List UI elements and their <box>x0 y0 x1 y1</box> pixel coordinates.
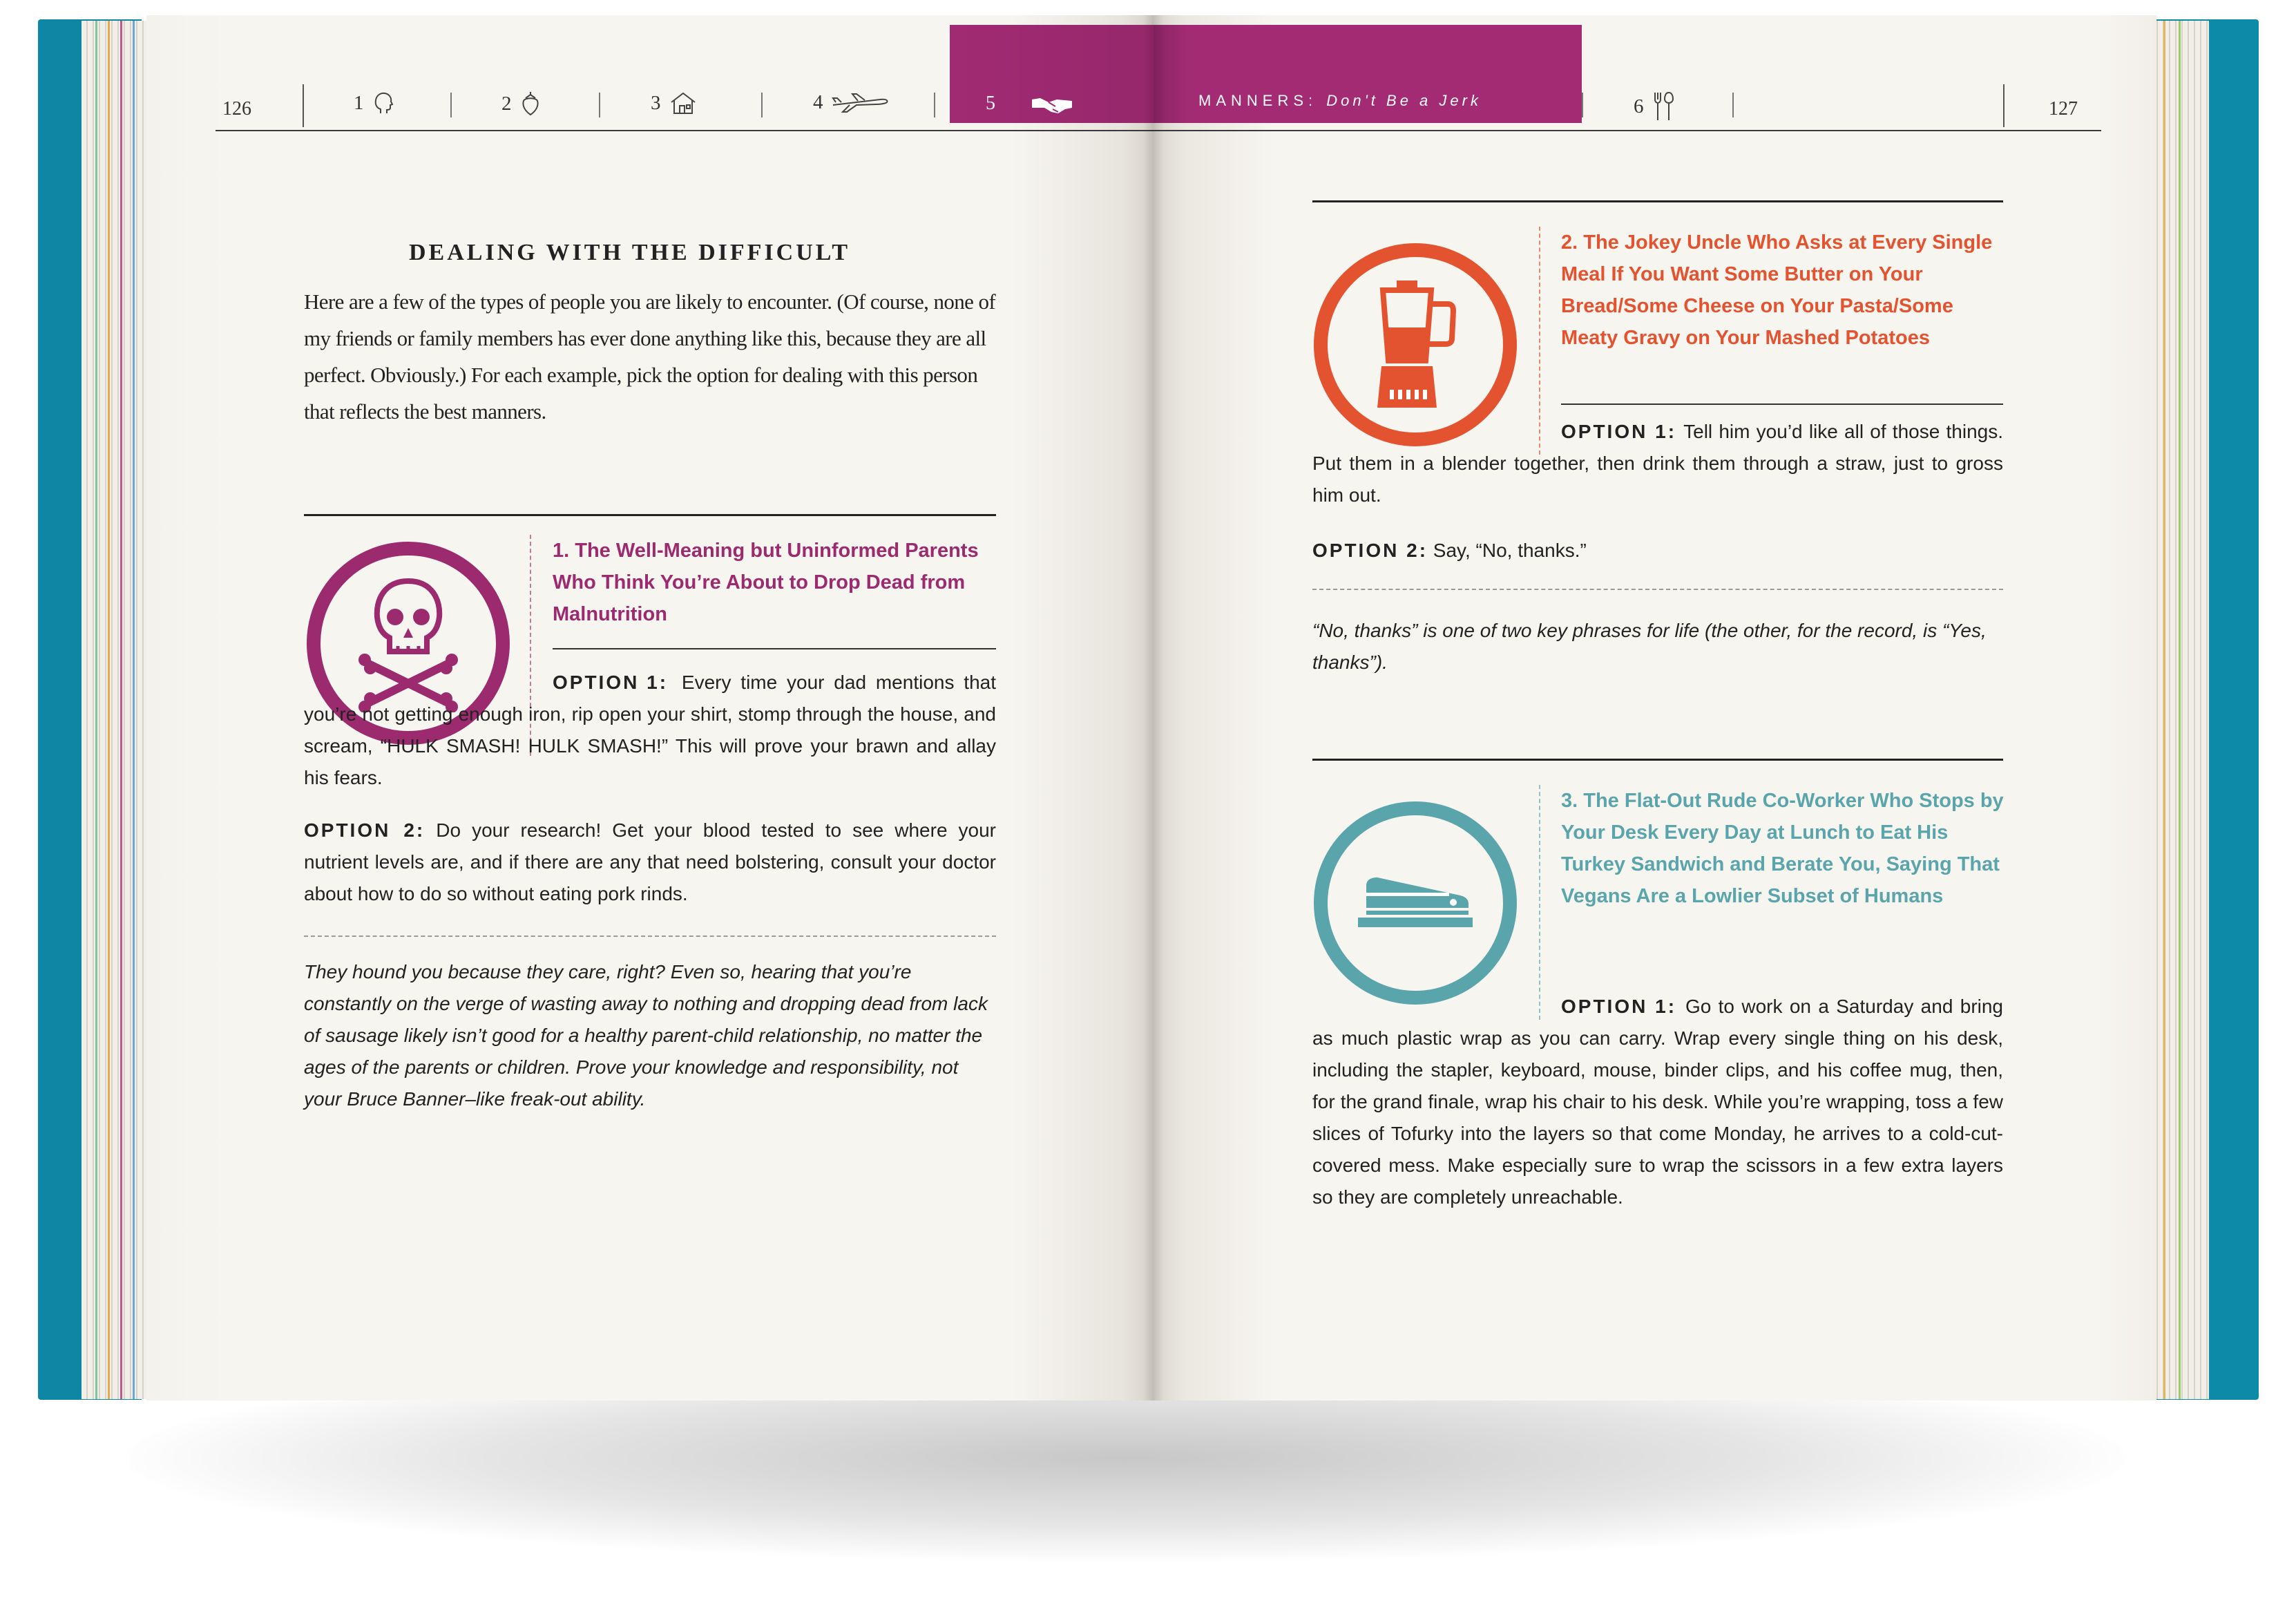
head-profile-icon <box>372 91 394 115</box>
page-number-left: 126 <box>222 98 251 120</box>
section-rule <box>304 514 996 516</box>
header-divider <box>599 93 600 117</box>
left-page <box>146 15 1154 1400</box>
item3-option1-text: Go to work on a Saturday and bring as much plastic wrap as you can carry. Wrap every single thing on his desk, including the stapler, keyboard, mouse, binder clips, and his coffee mug, then, for the grand finale, wrap his chair to his desk. While you’re wrapping, toss a few slices of Tofurky into the layers so that come Monday, he arrives to a cold-cut-covered mess. Make especially sure to wrap the scissors in a few extra layers so they are completely unreachable. <box>1312 996 2004 1208</box>
chapter-number-current: 5 <box>986 93 995 114</box>
handshake-icon <box>1031 94 1073 115</box>
intro-paragraph: Here are a few of the types of people you are likely to encounter. (Of course, none of my friends or family members has ever done anything like this, because they are all perfect. Obviously.) For each example, pick the option for dealing with this person that reflects the best manners. <box>304 289 996 424</box>
blender-icon <box>1370 279 1460 410</box>
section-heading: DEALING WITH THE DIFFICULT <box>409 240 851 265</box>
item2-title-rule <box>1561 403 2003 405</box>
header-divider <box>450 93 452 117</box>
item1-note: They hound you because they care, right? Even so, hearing that you’re constantly on the verge of wasting away to nothing and dropping dead from lack of sausage likely isn’t good for a healthy parent-child relationship, no matter the ages of the parents or children. Prove your knowledge and responsibility, not your Bruce Banner–like freak-out ability. <box>304 961 988 1110</box>
item2-option2: OPTION 2: Say, “No, thanks.” <box>1312 540 1587 561</box>
item3-icon-circle <box>1314 801 1517 1005</box>
option-label: OPTION 1: <box>553 672 669 693</box>
section-rule <box>1312 759 2003 761</box>
section-rule <box>1312 200 2003 202</box>
option-label: OPTION 2: <box>304 819 425 841</box>
item3-divider <box>1539 785 1540 1020</box>
fork-spoon-icon <box>1652 91 1674 122</box>
airplane-icon <box>832 93 890 113</box>
header-divider <box>1582 93 1583 117</box>
page-number-right: 127 <box>2049 98 2078 120</box>
item1-option1-text: Every time your dad mentions that you’re not getting enough iron, rip open your shirt, stomp through the house, and scream, “HULK SMASH! HULK SMASH!” This will prove your brawn and allay his fears. <box>304 672 996 788</box>
header-divider <box>761 93 763 117</box>
item2-note: “No, thanks” is one of two key phrases for life (the other, for the record, is “Yes, thanks”). <box>1312 620 1987 673</box>
stapler-icon <box>1357 872 1474 934</box>
header-rule <box>1154 130 2101 131</box>
note-divider <box>304 936 996 937</box>
header-divider <box>2003 84 2005 127</box>
chapter-link-6[interactable]: 6 <box>1634 91 1674 122</box>
strawberry-icon <box>520 91 541 116</box>
chapter-link-1[interactable]: 1 <box>354 91 394 115</box>
book-gutter <box>1143 15 1164 1400</box>
house-icon <box>669 91 697 115</box>
option-label: OPTION 1: <box>1561 421 1677 442</box>
note-divider <box>1312 589 2003 590</box>
header-divider <box>303 84 304 127</box>
item2-option1-text: Tell him you’d like all of those things. Put them in a blender together, then drink them through a straw, just to gross him out. <box>1312 421 2003 506</box>
chapter-title: MANNERS: Don't Be a Jerk <box>1198 92 1482 109</box>
chapter-link-3[interactable]: 3 <box>651 91 697 115</box>
header-divider <box>934 93 935 117</box>
item3-title: 3. The Flat-Out Rude Co-Worker Who Stops by Your Desk Every Day at Lunch to Eat His Turkey Sandwich and Berate You, Saying That Vegans Are a Lowlier Subset of Humans <box>1561 790 2004 907</box>
chapter-link-4[interactable]: 4 <box>813 91 890 114</box>
item1-option2: OPTION 2: Do your research! Get your blood tested to see where your nutrient levels are, and if there are any that need bolstering, consult your doctor about how to do so without eating pork rinds. <box>304 819 996 904</box>
header-rule <box>216 130 1154 131</box>
header-divider <box>1732 93 1734 117</box>
item1-title-rule <box>553 648 996 649</box>
right-page <box>1154 15 2156 1400</box>
option-label: OPTION 2: <box>1312 540 1428 561</box>
item2-title: 2. The Jokey Uncle Who Asks at Every Single Meal If You Want Some Butter on Your Bread/Some Cheese on Your Pasta/Some Meaty Gravy on Your Mashed Potatoes <box>1561 231 1993 349</box>
option-label: OPTION 1: <box>1561 996 1677 1017</box>
item1-title: 1. The Well-Meaning but Uninformed Parents Who Think You’re About to Drop Dead from Malnutrition <box>553 540 979 625</box>
chapter-link-2[interactable]: 2 <box>501 91 541 116</box>
